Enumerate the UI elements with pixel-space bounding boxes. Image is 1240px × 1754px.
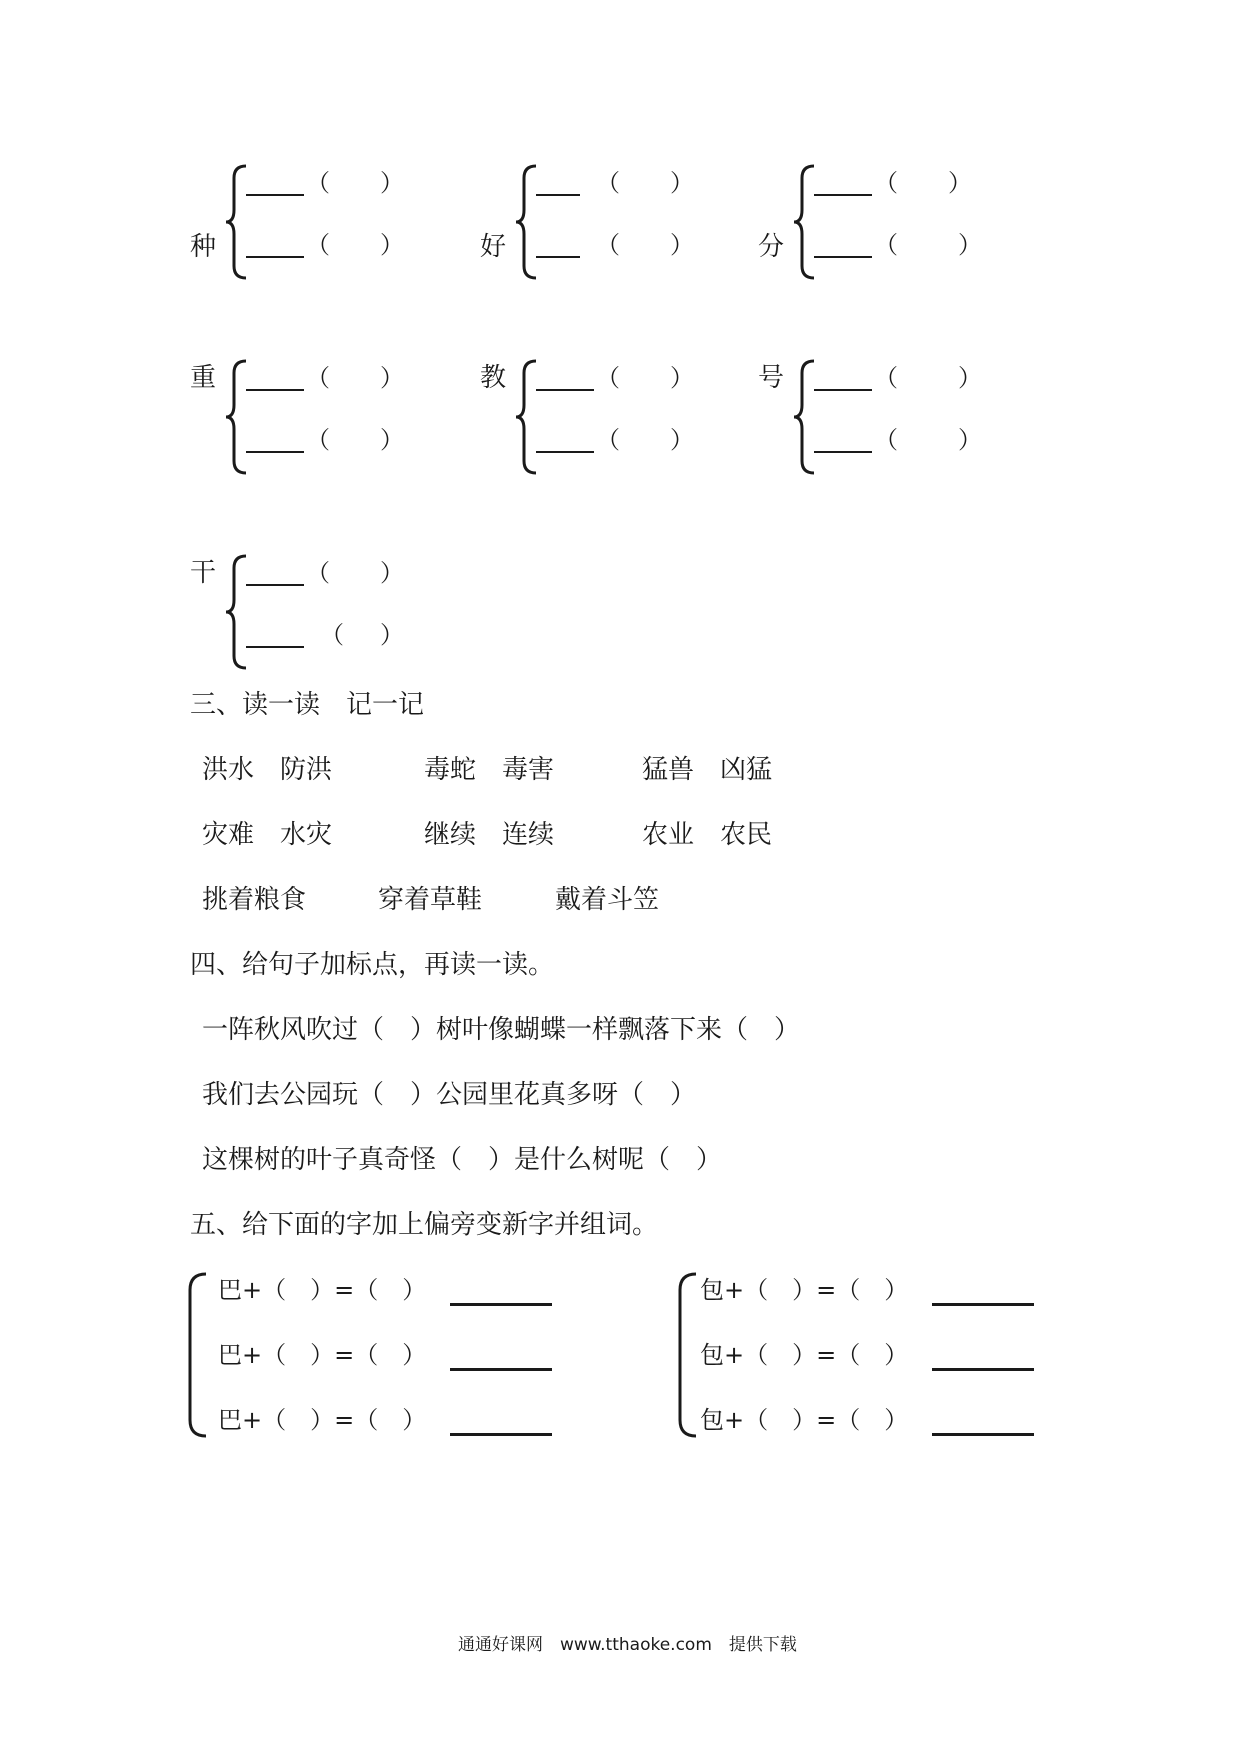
polyphone-group [190, 550, 450, 680]
word-answer-line[interactable] [450, 1303, 552, 1306]
polyphone-group [480, 355, 740, 485]
punctuation-sentence: 一阵秋风吹过（ ）树叶像蝴蝶一样飘落下来（ ） [202, 1015, 801, 1045]
right-brace-icon [672, 1270, 702, 1440]
word-group: 穿着草鞋 [378, 885, 483, 915]
radical-formula: 包+（ ）=（ ） [700, 1276, 909, 1304]
pinyin-paren-close: ） [958, 426, 982, 454]
section4-heading: 四、给句子加标点，再读一读。 [190, 950, 555, 980]
pinyin-paren-open: （ [596, 426, 620, 454]
punctuation-sentence: 我们去公园玩（ ）公园里花真多呀（ ） [202, 1080, 697, 1110]
word-answer-line[interactable] [814, 451, 872, 453]
pinyin-paren-close: ） [380, 231, 404, 259]
radical-formula: 包+（ ）=（ ） [700, 1341, 909, 1369]
brace-icon [790, 162, 820, 282]
brace-icon [222, 357, 252, 477]
polyphone-char: 好 [480, 232, 507, 262]
polyphone-char: 教 [480, 363, 507, 393]
polyphone-char: 号 [758, 363, 785, 393]
pinyin-paren-open: （ [596, 169, 620, 197]
pinyin-paren-close: ） [670, 364, 694, 392]
pinyin-paren-open: （ [306, 559, 330, 587]
brace-icon [512, 357, 542, 477]
polyphone-group [190, 355, 450, 485]
pinyin-paren-close: ） [380, 364, 404, 392]
pinyin-paren-open: （ [874, 231, 898, 259]
polyphone-char: 种 [190, 232, 217, 262]
word-answer-line[interactable] [536, 451, 594, 453]
pinyin-paren-close: ） [380, 169, 404, 197]
section3-heading: 三、读一读 记一记 [190, 690, 425, 720]
word-answer-line[interactable] [450, 1433, 552, 1436]
pinyin-paren-close: ） [958, 231, 982, 259]
radical-formula: 巴+（ ）=（ ） [218, 1341, 427, 1369]
polyphone-char: 干 [190, 558, 217, 588]
brace-icon [222, 552, 252, 672]
word-group: 毒蛇 毒害 [424, 755, 555, 785]
pinyin-paren-close: ） [670, 426, 694, 454]
pinyin-paren-open: （ [596, 364, 620, 392]
pinyin-paren-close: ） [380, 621, 404, 649]
word-answer-line[interactable] [536, 256, 580, 258]
pinyin-paren-open: （ [320, 621, 344, 649]
section5-heading: 五、给下面的字加上偏旁变新字并组词。 [190, 1210, 659, 1240]
pinyin-paren-open: （ [874, 426, 898, 454]
word-answer-line[interactable] [246, 646, 304, 648]
polyphone-char: 重 [190, 363, 217, 393]
punctuation-sentence: 这棵树的叶子真奇怪（ ）是什么树呢（ ） [202, 1145, 723, 1175]
word-group: 农业 农民 [642, 820, 773, 850]
pinyin-paren-close: ） [948, 169, 972, 197]
pinyin-paren-open: （ [874, 169, 898, 197]
word-group: 灾难 水灾 [202, 820, 333, 850]
word-group: 继续 连续 [424, 820, 555, 850]
pinyin-paren-open: （ [306, 231, 330, 259]
word-answer-line[interactable] [932, 1303, 1034, 1306]
word-group: 戴着斗笠 [555, 885, 660, 915]
pinyin-paren-close: ） [380, 426, 404, 454]
left-brace-icon [182, 1270, 212, 1440]
pinyin-paren-close: ） [670, 169, 694, 197]
page-footer: 通通好课网 www.tthaoke.com 提供下载 [458, 1635, 797, 1655]
word-group: 猛兽 凶猛 [642, 755, 773, 785]
word-group: 洪水 防洪 [202, 755, 333, 785]
pinyin-paren-close: ） [670, 231, 694, 259]
pinyin-paren-open: （ [874, 364, 898, 392]
word-answer-line[interactable] [814, 194, 872, 196]
polyphone-char: 分 [758, 232, 785, 262]
word-answer-line[interactable] [450, 1368, 552, 1371]
word-answer-line[interactable] [536, 194, 580, 196]
word-group: 挑着粮食 [202, 885, 307, 915]
pinyin-paren-open: （ [306, 364, 330, 392]
word-answer-line[interactable] [814, 256, 872, 258]
word-answer-line[interactable] [246, 194, 304, 196]
polyphone-group [758, 160, 1018, 290]
polyphone-group [758, 355, 1018, 485]
brace-icon [222, 162, 252, 282]
radical-formula: 巴+（ ）=（ ） [218, 1406, 427, 1434]
pinyin-paren-open: （ [306, 426, 330, 454]
word-answer-line[interactable] [246, 389, 304, 391]
polyphone-group [480, 160, 740, 290]
pinyin-paren-open: （ [306, 169, 330, 197]
polyphone-group [190, 160, 450, 290]
word-answer-line[interactable] [932, 1368, 1034, 1371]
word-answer-line[interactable] [246, 451, 304, 453]
brace-icon [790, 357, 820, 477]
radical-formula: 包+（ ）=（ ） [700, 1406, 909, 1434]
word-answer-line[interactable] [814, 389, 872, 391]
word-answer-line[interactable] [246, 584, 304, 586]
pinyin-paren-close: ） [380, 559, 404, 587]
radical-formula: 巴+（ ）=（ ） [218, 1276, 427, 1304]
word-answer-line[interactable] [932, 1433, 1034, 1436]
word-answer-line[interactable] [246, 256, 304, 258]
pinyin-paren-close: ） [958, 364, 982, 392]
pinyin-paren-open: （ [596, 231, 620, 259]
brace-icon [512, 162, 542, 282]
word-answer-line[interactable] [536, 389, 594, 391]
